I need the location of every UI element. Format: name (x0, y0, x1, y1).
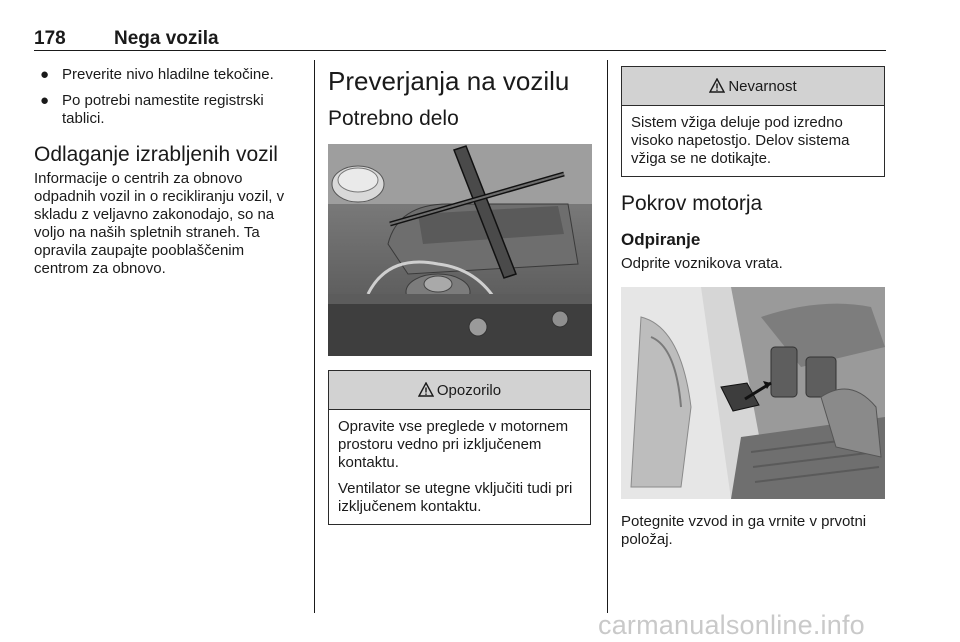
danger-box (621, 66, 885, 177)
warning-box (328, 370, 591, 525)
danger-box-header (622, 67, 884, 106)
section-heading: Odlaganje izrabljenih vozil (34, 143, 278, 166)
column-2 (328, 60, 593, 525)
list-item: ● Po potrebi namestite registrski tablici. (40, 92, 264, 127)
section-heading: Preverjanja na vozilu (328, 66, 570, 96)
paragraph: Ventilator se utegne vključiti tudi pri izključenem kontaktu. (338, 480, 573, 515)
section-heading: Pokrov motorja (621, 192, 763, 215)
warning-box-body (329, 410, 590, 524)
subsection-heading: Potrebno delo (328, 107, 459, 130)
header-rule (34, 50, 886, 51)
watermark: carmanualsonline.info (598, 610, 865, 640)
page-number: 178 (34, 28, 66, 49)
engine-bay-image (328, 144, 592, 356)
page-header (34, 28, 886, 52)
warning-box-title: Opozorilo (436, 381, 502, 399)
paragraph: Opravite vse preglede v motornem prostoru vedno pri izključenem kontaktu. (338, 418, 569, 471)
warning-triangle-icon (418, 382, 434, 398)
paragraph: Odprite voznikova vrata. (621, 255, 783, 272)
driver-footwell-image (621, 287, 885, 499)
section-title: Nega vozila (114, 28, 219, 49)
list-item: ● Preverite nivo hladilne tekočine. (40, 66, 274, 83)
bullet-icon: ● (40, 66, 50, 83)
paragraph: Potegnite vzvod in ga vrnite v prvotni položaj. (621, 513, 867, 548)
warning-box-header (329, 371, 590, 410)
paragraph: Sistem vžiga deluje pod izredno visoko napetostjo. Delov sistema vžiga se ne dotikajte. (631, 114, 850, 167)
subsection-heading: Odpiranje (621, 230, 701, 249)
warning-triangle-icon (709, 78, 725, 94)
danger-box-title: Nevarnost (728, 77, 797, 95)
bullet-icon: ● (40, 92, 50, 109)
column-1 (34, 60, 302, 278)
paragraph: Informacije o centrih za obnovo odpadnih vozil in o recikliranju vozil, v skladu z veljavno zakonodajo, so na voljo na naših spletnih straneh. Ta opravila zaupajte pooblaščenim centrom za obnovo. (34, 170, 285, 277)
column-3 (621, 60, 886, 549)
bullet-list (34, 66, 302, 128)
column-divider (314, 60, 315, 613)
column-divider (607, 60, 608, 613)
danger-box-body (622, 106, 884, 176)
